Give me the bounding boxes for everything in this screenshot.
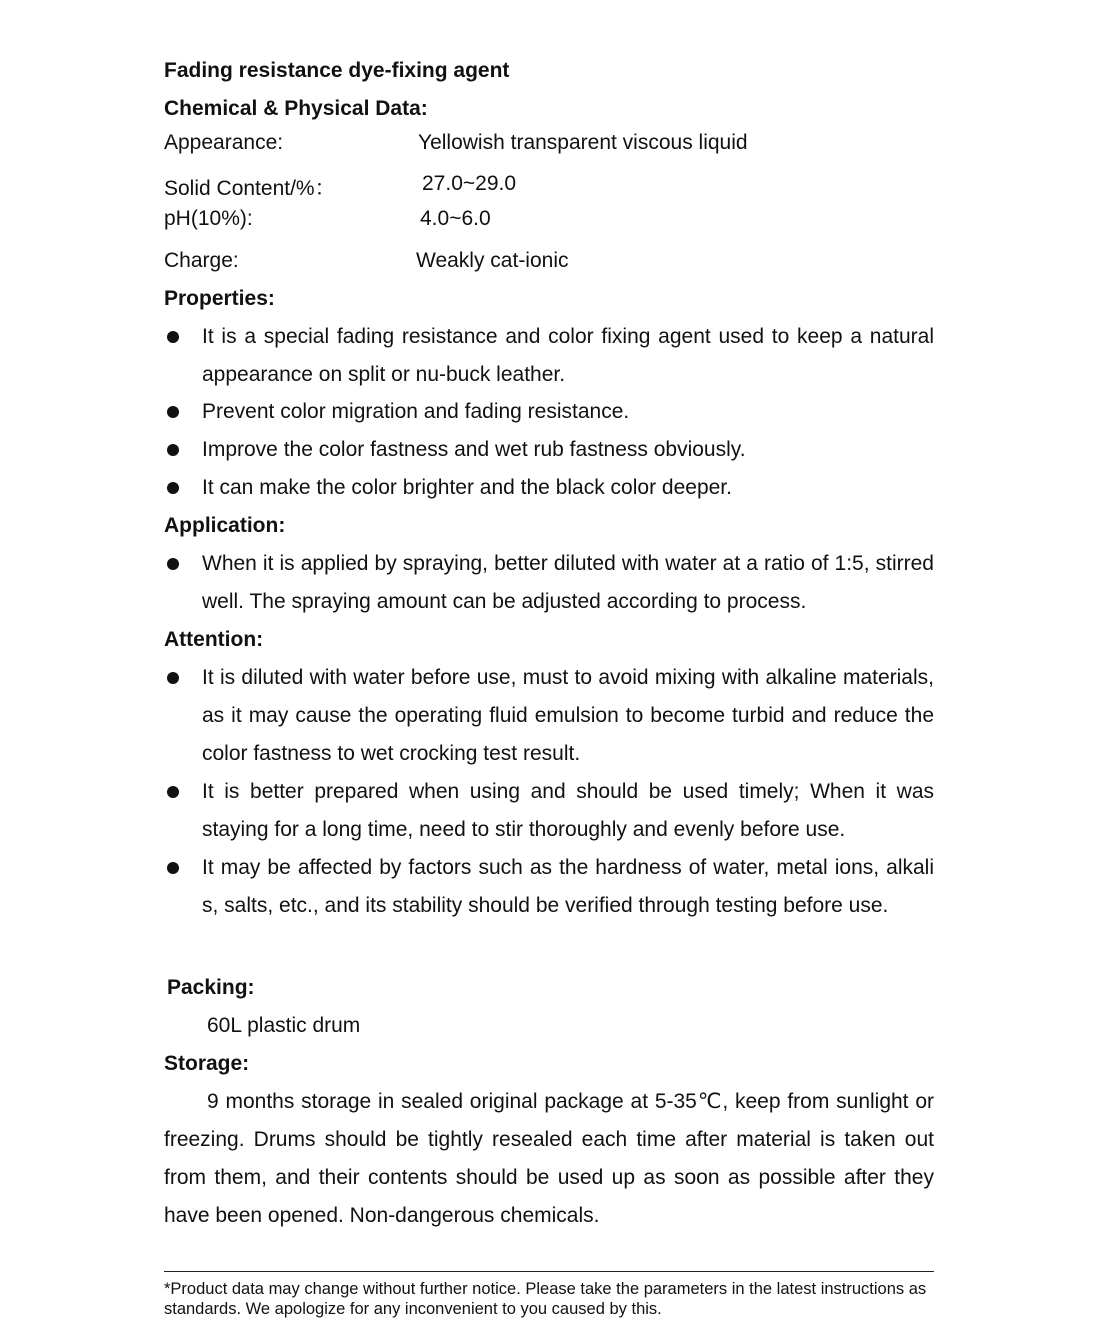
list-item-text: When it is applied by spraying, better diluted with water at a ratio of 1:5, stirred well. The spraying amount can be adjusted according to process. — [202, 552, 934, 613]
bullet-icon — [167, 406, 179, 418]
list-item-text: Prevent color migration and fading resistance. — [202, 400, 630, 423]
ph-label: pH(10%): — [164, 207, 253, 230]
application-heading: Application: — [164, 514, 286, 537]
charge-label: Charge: — [164, 249, 239, 272]
list-item — [164, 431, 934, 469]
footer-note: *Product data may change without further notice. Please take the parameters in the latest instructions as standards. We apologize for any inconvenient to you caused by this. — [164, 1280, 927, 1318]
footer-divider — [164, 1271, 934, 1272]
list-item — [164, 849, 934, 925]
bullet-icon — [167, 331, 179, 343]
appearance-label: Appearance: — [164, 131, 284, 154]
bullet-icon — [167, 786, 179, 798]
list-item — [164, 469, 934, 507]
list-item — [164, 545, 934, 621]
list-item — [164, 393, 934, 431]
attention-heading: Attention: — [164, 628, 264, 651]
list-item-text: It is better prepared when using and should be used timely; When it was staying for a long time, need to stir thoroughly and evenly before use. — [202, 780, 934, 841]
storage-heading: Storage: — [164, 1052, 250, 1075]
list-item-text: It is a special fading resistance and color fixing agent used to keep a natural appearance on split or nu-buck leather. — [202, 325, 934, 386]
storage-text: 9 months storage in sealed original package at 5-35℃, keep from sunlight or freezing. Drums should be tightly resealed each time after material is taken out from them, and their contents should be used up as soon as possible after they have been opened. Non-dangerous chemicals. — [164, 1090, 934, 1227]
appearance-value: Yellowish transparent viscous liquid — [418, 131, 748, 154]
list-item-text: It is diluted with water before use, must to avoid mixing with alkaline materials, as it may cause the operating fluid emulsion to become turbid and reduce the color fastness to wet crocking test result. — [202, 666, 934, 765]
packing-text: 60L plastic drum — [207, 1014, 361, 1037]
list-item — [164, 318, 934, 394]
list-item-text: It may be affected by factors such as the hardness of water, metal ions, alkali s, salts, etc., and its stability should be verified through testing before use. — [202, 856, 934, 917]
solid-content-value: 27.0~29.0 — [422, 172, 517, 195]
properties-heading: Properties: — [164, 287, 275, 310]
packing-heading: Packing: — [167, 976, 255, 999]
charge-value: Weakly cat-ionic — [416, 249, 569, 272]
list-item-text: It can make the color brighter and the black color deeper. — [202, 476, 732, 499]
list-item — [164, 773, 934, 849]
bullet-icon — [167, 558, 179, 570]
document-title: Fading resistance dye-fixing agent — [164, 59, 510, 82]
solid-content-label: Solid Content/%： — [164, 177, 336, 200]
bullet-icon — [167, 482, 179, 494]
list-item-text: Improve the color fastness and wet rub fastness obviously. — [202, 438, 746, 461]
list-item — [164, 659, 934, 773]
ph-value: 4.0~6.0 — [420, 207, 491, 230]
bullet-icon — [167, 862, 179, 874]
chemical-data-heading: Chemical & Physical Data: — [164, 97, 428, 120]
bullet-icon — [167, 444, 179, 456]
bullet-icon — [167, 672, 179, 684]
